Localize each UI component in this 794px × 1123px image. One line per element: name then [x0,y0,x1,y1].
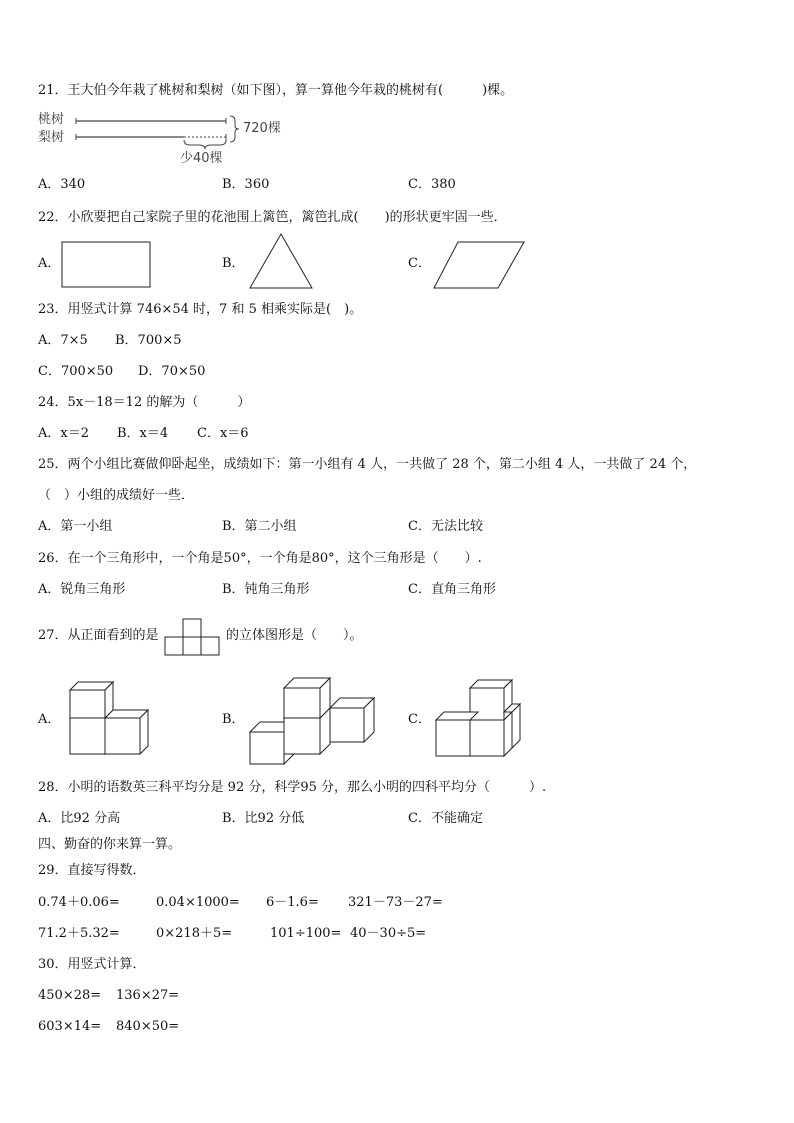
q22-option-c[interactable]: C． [408,256,431,271]
figure-label-peach: 桃树 [38,112,65,127]
q22-text: 22．小欣要把自己家院子里的花池围上篱笆，篱笆扎成( )的形状更牢固一些． [38,210,507,225]
parallelogram-shape-icon [432,240,528,292]
q30-problem: 450×28= [38,988,102,1003]
q29-problem: 71.2＋5.32= [38,926,120,941]
cube-stack-figure-a [60,678,170,768]
q27-option-c[interactable]: C． [408,712,431,727]
q27-option-a[interactable]: A． [38,712,61,727]
q30-text: 30．用竖式计算． [38,957,146,972]
q25-option-a[interactable]: A．第一小组 [38,519,113,534]
q22-option-b[interactable]: B． [222,256,245,271]
q29-text: 29．直接写得数． [38,863,146,878]
cube-stack-figure-b [246,676,381,771]
q24-option-c[interactable]: C．x＝6 [197,426,249,441]
q24-text: 24．5x－18＝12 的解为（ ） [38,395,251,410]
q27-text-after: 的立体图形是（ ）。 [226,628,363,643]
rectangle-shape-icon [60,240,152,290]
q26-option-c[interactable]: C．直角三角形 [408,582,496,597]
q23-option-c[interactable]: C．700×50 [38,364,114,379]
q21-text: 21．王大伯今年栽了桃树和梨树（如下图），算一算他今年栽的桃树有( )棵。 [38,83,514,98]
q23-option-d[interactable]: D．70×50 [138,364,206,379]
q29-problem: 0×218＋5= [156,926,233,941]
q30-problem: 136×27= [116,988,180,1003]
q27-option-b[interactable]: B． [222,712,245,727]
q29-problem: 0.74＋0.06= [38,895,120,910]
q29-problem: 0.04×1000= [156,895,240,910]
q23-text: 23．用竖式计算 746×54 时，7 和 5 相乘实际是( )。 [38,302,363,317]
figure-diff-label: 少40棵 [180,151,223,166]
q29-problem: 40－30÷5= [350,926,427,941]
section-4-title: 四、勤奋的你来算一算。 [38,837,182,852]
q30-problem: 840×50= [116,1019,180,1034]
q25-option-c[interactable]: C．无法比较 [408,519,483,534]
q29-problem: 6－1.6= [266,895,319,910]
q21-line-segment-figure [36,108,336,168]
cube-stack-figure-c [432,676,542,768]
q21-option-b[interactable]: B．360 [222,177,270,192]
q26-text: 26．在一个三角形中，一个角是50°，一个角是80°，这个三角形是（ ）. [38,551,482,566]
q25-text: 25．两个小组比赛做仰卧起坐，成绩如下：第一小组有 4 人，一共做了 28 个，第二小组 4 人，一共做了 24 个， [38,457,697,472]
q27-text-before: 27．从正面看到的是 [38,628,159,643]
figure-total-label: 720棵 [243,121,281,136]
q25-text-cont: （ ）小组的成绩好一些． [38,488,195,503]
q23-option-a[interactable]: A．7×5 [38,333,88,348]
q21-option-c[interactable]: C．380 [408,177,456,192]
q24-option-b[interactable]: B．x＝4 [117,426,169,441]
q28-option-b[interactable]: B．比92 分低 [222,811,305,826]
figure-label-pear: 梨树 [38,130,65,145]
q21-option-a[interactable]: A．340 [38,177,86,192]
q28-option-a[interactable]: A．比92 分高 [38,811,121,826]
q26-option-b[interactable]: B．钝角三角形 [222,582,310,597]
q25-option-b[interactable]: B．第二小组 [222,519,297,534]
front-view-figure [163,617,223,659]
q28-option-c[interactable]: C．不能确定 [408,811,483,826]
q24-option-a[interactable]: A．x＝2 [38,426,89,441]
q29-problem: 101÷100= [270,926,342,941]
q28-text: 28．小明的语数英三科平均分是 92 分，科学95 分，那么小明的四科平均分（ ）. [38,780,547,795]
q26-option-a[interactable]: A．锐角三角形 [38,582,126,597]
q23-option-b[interactable]: B．700×5 [115,333,182,348]
q22-option-a[interactable]: A． [38,256,61,271]
q29-problem: 321－73－27= [348,895,443,910]
triangle-shape-icon [248,232,314,290]
q30-problem: 603×14= [38,1019,102,1034]
